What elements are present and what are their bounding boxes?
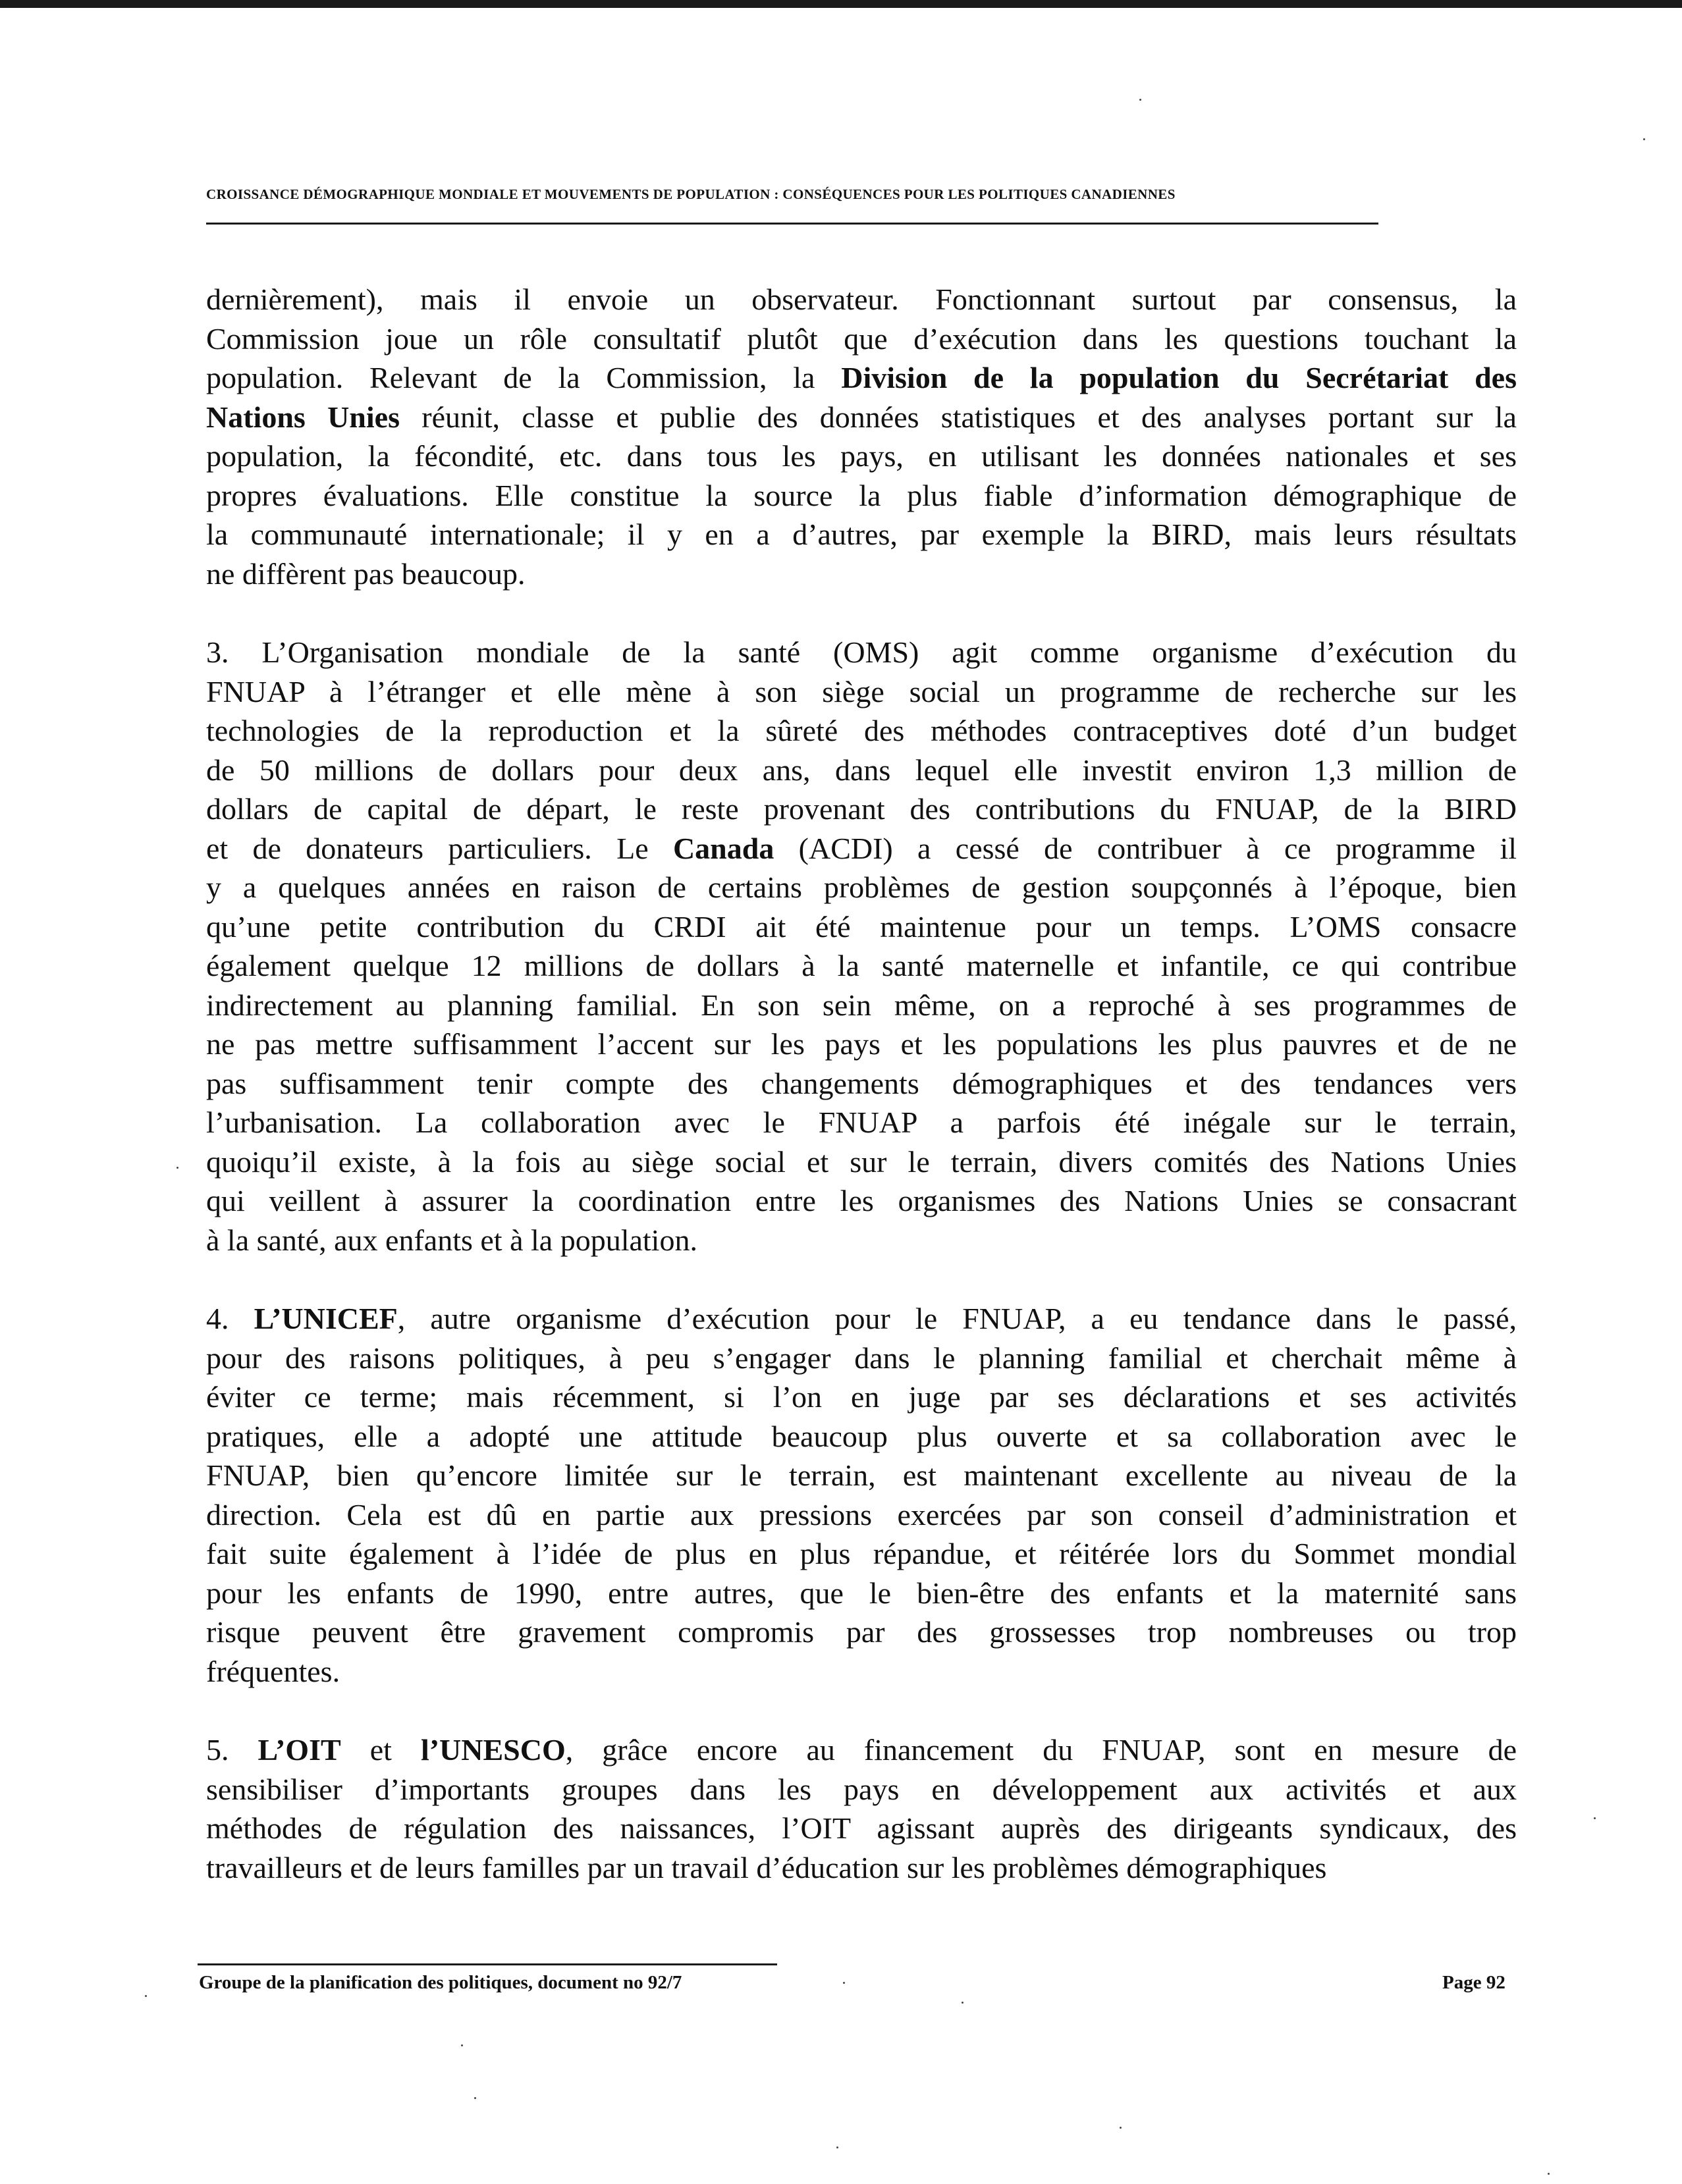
text-line: population, la fécondité, etc. dans tous les pays, en utilisant les données nationales et ses [206,439,1517,473]
text-line: indirectement au planning familial. En son sein même, on a reproché à ses programmes de [206,988,1517,1022]
text-line: propres évaluations. Elle constitue la source la plus fiable d’information démographique de [206,478,1517,512]
scan-speck [1139,99,1141,101]
footer-page-number: Page 92 [1442,1972,1506,1993]
text-line: méthodes de régulation des naissances, l’OIT agissant auprès des dirigeants syndicaux, des [206,1811,1517,1845]
text-line: pour des raisons politiques, à peu s’engager dans le planning familial et cherchait même à [206,1341,1517,1375]
text-line: fréquentes. [206,1654,340,1688]
header-rule [206,223,1378,225]
scan-top-border [0,0,1682,8]
text-line: quoiqu’il existe, à la fois au siège social et sur le terrain, divers comités des Nations Unies [206,1144,1517,1179]
text-line: 4. L’UNICEF, autre organisme d’exécution pour le FNUAP, a eu tendance dans le passé, [206,1302,1517,1335]
text-line: pratiques, elle a adopté une attitude beaucoup plus ouverte et sa collaboration avec le [206,1419,1517,1453]
paragraph-3-oms [206,633,1517,1260]
text-line: dollars de capital de départ, le reste provenant des contributions du FNUAP, de la BIRD [206,792,1517,826]
text-line: Commission joue un rôle consultatif plutôt que d’exécution dans les questions touchant la [206,321,1517,356]
scan-speck [474,2097,476,2099]
text-line: qui veillent à assurer la coordination entre les organismes des Nations Unies se consacrant [206,1184,1517,1217]
footer-document-reference: Groupe de la planification des politiques, document no 92/7 [199,1972,682,1993]
text-line: ne pas mettre suffisamment l’accent sur les pays et les populations les plus pauvres et de ne [206,1027,1517,1061]
text-line: FNUAP, bien qu’encore limitée sur le terrain, est maintenant excellente au niveau de la [206,1458,1517,1492]
paragraph-continuation [206,280,1517,593]
text-line: direction. Cela est dû en partie aux pressions exercées par son conseil d’administration et [206,1497,1517,1531]
scan-speck [836,2146,838,2148]
scan-speck [1120,2127,1122,2129]
text-line: ne diffèrent pas beaucoup. [206,556,526,591]
text-line: la communauté internationale; il y en a d’autres, par exemple la BIRD, mais leurs résultats [206,518,1517,551]
text-line: 3. L’Organisation mondiale de la santé (OMS) agit comme organisme d’exécution du [206,635,1517,669]
text-line: population. Relevant de la Commission, la Division de la population du Secrétariat des [206,361,1517,394]
paragraph-gap [206,593,1517,633]
footer-rule [198,1963,777,1965]
text-line: qu’une petite contribution du CRDI ait été maintenue pour un temps. L’OMS consacre [206,909,1517,944]
text-line: et de donateurs particuliers. Le Canada (ACDI) a cessé de contribuer à ce programme il [206,831,1517,865]
paragraph-4-unicef [206,1299,1517,1691]
text-line: fait suite également à l’idée de plus en plus répandue, et réitérée lors du Sommet mondial [206,1537,1517,1570]
scan-speck [145,1995,147,1997]
body-text [206,280,1517,1887]
scan-speck [843,1982,845,1984]
text-line: pas suffisamment tenir compte des changements démographiques et des tendances vers [206,1066,1517,1100]
paragraph-gap [206,1260,1517,1299]
text-line: y a quelques années en raison de certains problèmes de gestion soupçonnés à l’époque, bien [206,870,1517,904]
text-line: travailleurs et de leurs familles par un travail d’éducation sur les problèmes démographiques [206,1850,1327,1884]
text-line: à la santé, aux enfants et à la population. [206,1223,697,1257]
text-line: technologies de la reproduction et la sûreté des méthodes contraceptives doté d’un budget [206,714,1517,747]
scan-speck [461,2044,463,2046]
text-line: pour les enfants de 1990, entre autres, que le bien-être des enfants et la maternité sans [206,1576,1517,1610]
paragraph-gap [206,1691,1517,1730]
scan-speck [1643,138,1645,140]
text-line: Nations Unies réunit, classe et publie des données statistiques et des analyses portant sur la [206,400,1517,434]
scan-speck [176,1167,178,1169]
running-header: CROISSANCE DÉMOGRAPHIQUE MONDIALE ET MOUVEMENTS DE POPULATION : CONSÉQUENCES POUR LES POLITIQUES CANADIENNES [206,186,1176,202]
scan-speck [962,2002,963,2004]
text-line: FNUAP à l’étranger et elle mène à son siège social un programme de recherche sur les [206,674,1517,708]
paragraph-5-oit-unesco [206,1730,1517,1887]
text-line: dernièrement), mais il envoie un observateur. Fonctionnant surtout par consensus, la [206,282,1517,316]
text-line: l’urbanisation. La collaboration avec le FNUAP a parfois été inégale sur le terrain, [206,1105,1517,1139]
text-line: risque peuvent être gravement compromis par des grossesses trop nombreuses ou trop [206,1615,1517,1649]
scan-speck [1594,1817,1596,1819]
text-line: éviter ce terme; mais récemment, si l’on en juge par ses déclarations et ses activités [206,1380,1517,1414]
text-line: 5. L’OIT et l’UNESCO, grâce encore au financement du FNUAP, sont en mesure de [206,1733,1517,1767]
text-line: également quelque 12 millions de dollars à la santé maternelle et infantile, ce qui contribue [206,949,1517,982]
text-line: de 50 millions de dollars pour deux ans, dans lequel elle investit environ 1,3 million de [206,753,1517,787]
text-line: sensibiliser d’importants groupes dans les pays en développement aux activités et aux [206,1772,1517,1806]
scan-speck [1548,2173,1550,2175]
